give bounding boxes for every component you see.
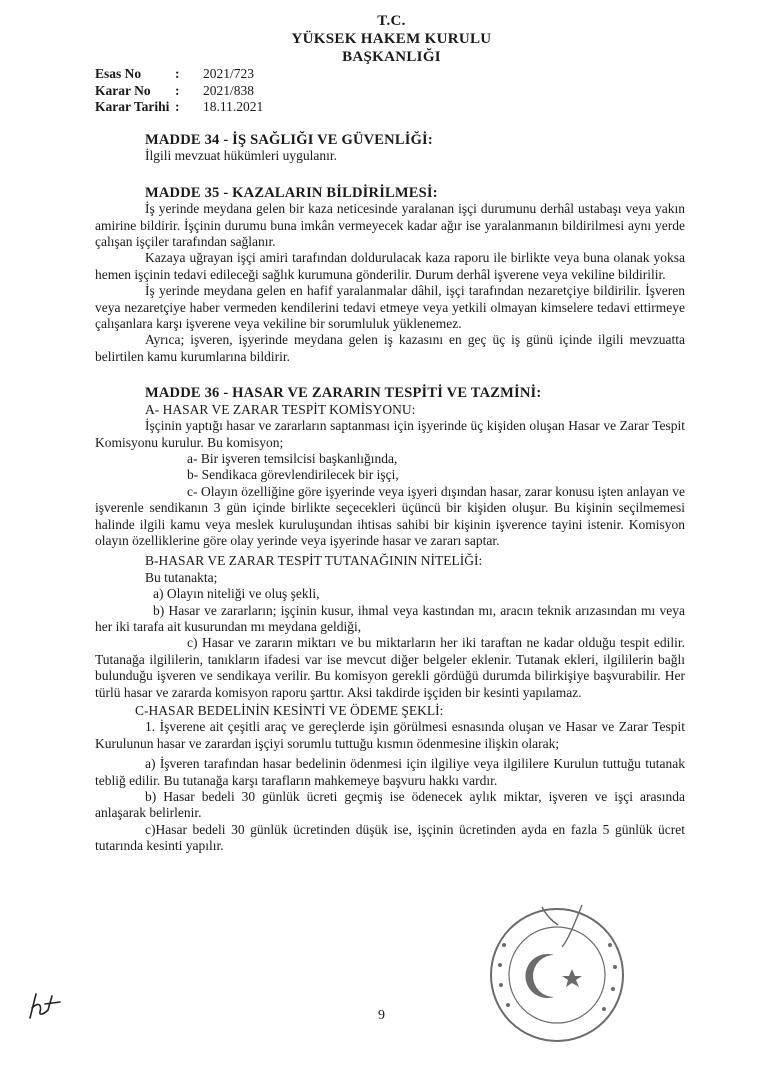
section-a-item-a: a- Bir işveren temsilcisi başkanlığında, [187, 450, 398, 466]
madde-35-title: MADDE 35 - KAZALARIN BİLDİRİLMESİ: [145, 184, 438, 201]
section-c-item-1: 1. İşverene ait çeşitli araç ve gereçlerde işin görülmesi esnasında oluşan ve Hasar ve Zarar Tespit Kurulunun hasar ve zarardan işçiyi sorumlu tuttuğu kısmın ödenmesine ilişkin olarak; [95, 719, 685, 751]
section-c-item-a: a) İşveren tarafından hasar bedelinin ödenmesi için ilgiliye veya ilgililere Kurulun tuttuğu tutanak tebliğ edilir. Bu tutanağa karşı tarafların mahkemeye başvuru hakkı vardır. [95, 756, 685, 788]
section-a-item-b: b- Sendikaca görevlendirilecek bir işçi, [187, 467, 399, 483]
header-line-tc: T.C. [377, 13, 406, 29]
meta-colon: : [175, 82, 180, 98]
meta-row-tarih [95, 99, 263, 116]
page-number: 9 [378, 1008, 385, 1023]
madde-35-paragraph-2: Kazaya uğrayan işçi amiri tarafından doldurulacak kaza raporu ile birlikte veya buna olanak yoksa hemen işçinin tedavi edileceği sağlık kurumuna gönderilir. Durum derhâl işverene veya vekiline bildirilir. [95, 250, 685, 282]
section-a-item-c: c- Olayın özelliğine göre işyerinde veya işyeri dışından hasar, zarar konusu işten anlayan ve işverenle sendikanın 3 gün içinde birlikte seçecekleri üçüncü bir kişiden oluşur. Bu kişinin seçilmemesi halinde ilgili kamu veya meslek kuruluşundan ihtisas sahibi bir kişinin işverence tayini istenir. Komisyon olayın özelliklerine göre olay yerinde veya işyerinde hasar ve zararı saptar. [95, 483, 685, 548]
meta-key: Karar No [95, 82, 151, 98]
madde-34-paragraph: İlgili mevzuat hükümleri uygulanır. [145, 148, 337, 164]
document-header [0, 12, 763, 66]
madde-35-paragraph-3: İş yerinde meydana gelen en hafif yaralanmalar dâhil, işçi tarafından nezaretçiye bildirilir. İşveren veya nezaretçiye haber vermeden kendilerini tedavi etmeye veya yetkili olmayan kimselere tedavi ettirmeye çalışanlara karşı işverene veya vekiline bir sorumluluk yüklenemez. [95, 283, 685, 332]
header-line-institution: YÜKSEK HAKEM KURULU [291, 31, 492, 47]
section-b-item-c: c) Hasar ve zararın miktarı ve bu miktarların her iki taraftan ne kadar olduğu tespit edilir. Tutanağa ilgililerin, tanıkların ifadesi var ise mevcut diğer belgeler eklenir. Tutanak ekleri, ilgililerin bağlı bulunduğu işveren ve sendikaya verilir. Bu komisyon gerekli gördüğü durumda bilirkişiye başvurabilir. Her türlü hasar ve zararda komisyon raporu şarttır. Aksi takdirde işçiden bir kesinti yapılamaz. [95, 635, 685, 700]
section-a-title: A- HASAR VE ZARAR TESPİT KOMİSYONU: [145, 401, 416, 417]
section-b-item-b: b) Hasar ve zararların; işçinin kusur, ihmal veya kastından mı, aracın teknik arızasından mı veya her iki tarafa ait kusurundan mı meydana geldiği, [95, 602, 685, 634]
official-seal-stamp [482, 885, 632, 1055]
madde-36-title: MADDE 36 - HASAR VE ZARARIN TESPİTİ VE TAZMİNİ: [145, 385, 542, 402]
meta-value: 18.11.2021 [203, 99, 264, 114]
meta-value: 2021/838 [203, 82, 255, 98]
section-c-item-b: b) Hasar bedeli 30 günlük ücreti geçmiş ise ödenecek aylık miktar, işveren ve işçi arasında anlaşarak belirlenir. [95, 789, 685, 821]
section-b-title: B-HASAR VE ZARAR TESPİT TUTANAĞININ NİTELİĞİ: [145, 553, 483, 569]
madde-34-title: MADDE 34 - İŞ SAĞLIĞI VE GÜVENLİĞİ: [145, 132, 433, 148]
case-metadata [95, 66, 263, 116]
section-a-paragraph: İşçinin yaptığı hasar ve zararların saptanması için işyerinde üç kişiden oluşan Hasar ve Zarar Tespit Komisyonu kurulur. Bu komisyon; [95, 418, 685, 450]
section-b-intro: Bu tutanakta; [145, 569, 218, 585]
meta-row-karar [95, 83, 263, 100]
document-body [95, 132, 685, 855]
header-line-presidency: BAŞKANLIĞI [342, 49, 441, 65]
meta-key: Karar Tarihi [95, 99, 170, 114]
meta-colon: : [175, 66, 180, 81]
section-c-title: C-HASAR BEDELİNİN KESİNTİ VE ÖDEME ŞEKLİ: [135, 703, 444, 718]
meta-key: Esas No [95, 66, 142, 81]
madde-35-paragraph-1: İş yerinde meydana gelen bir kaza neticesinde yaralanan işçi durumunu derhâl ustabaşı veya yakın amirine bildirir. İşçinin durumu buna imkân vermeyecek kadar ağır ise yaralanmanın bildirilmesi aynı yerde çalışan işçiler tarafından sağlanır. [95, 201, 685, 250]
handwritten-initials-signature [26, 988, 66, 1022]
madde-35-paragraph-4: Ayrıca; işveren, işyerinde meydana gelen iş kazasını en geç üç iş günü içinde ilgili mevzuatta belirtilen kamu kurumlarına bildirir. [95, 332, 685, 364]
section-c-item-c: c)Hasar bedeli 30 günlük ücretinden düşük ise, işçinin ücretinden ayda en fazla 5 günlük ücret tutarında kesinti yapılır. [95, 821, 685, 854]
meta-value: 2021/723 [203, 66, 255, 81]
meta-row-esas [95, 66, 263, 83]
meta-colon: : [175, 99, 180, 114]
section-b-item-a: a) Olayın niteliği ve oluş şekli, [153, 586, 320, 602]
